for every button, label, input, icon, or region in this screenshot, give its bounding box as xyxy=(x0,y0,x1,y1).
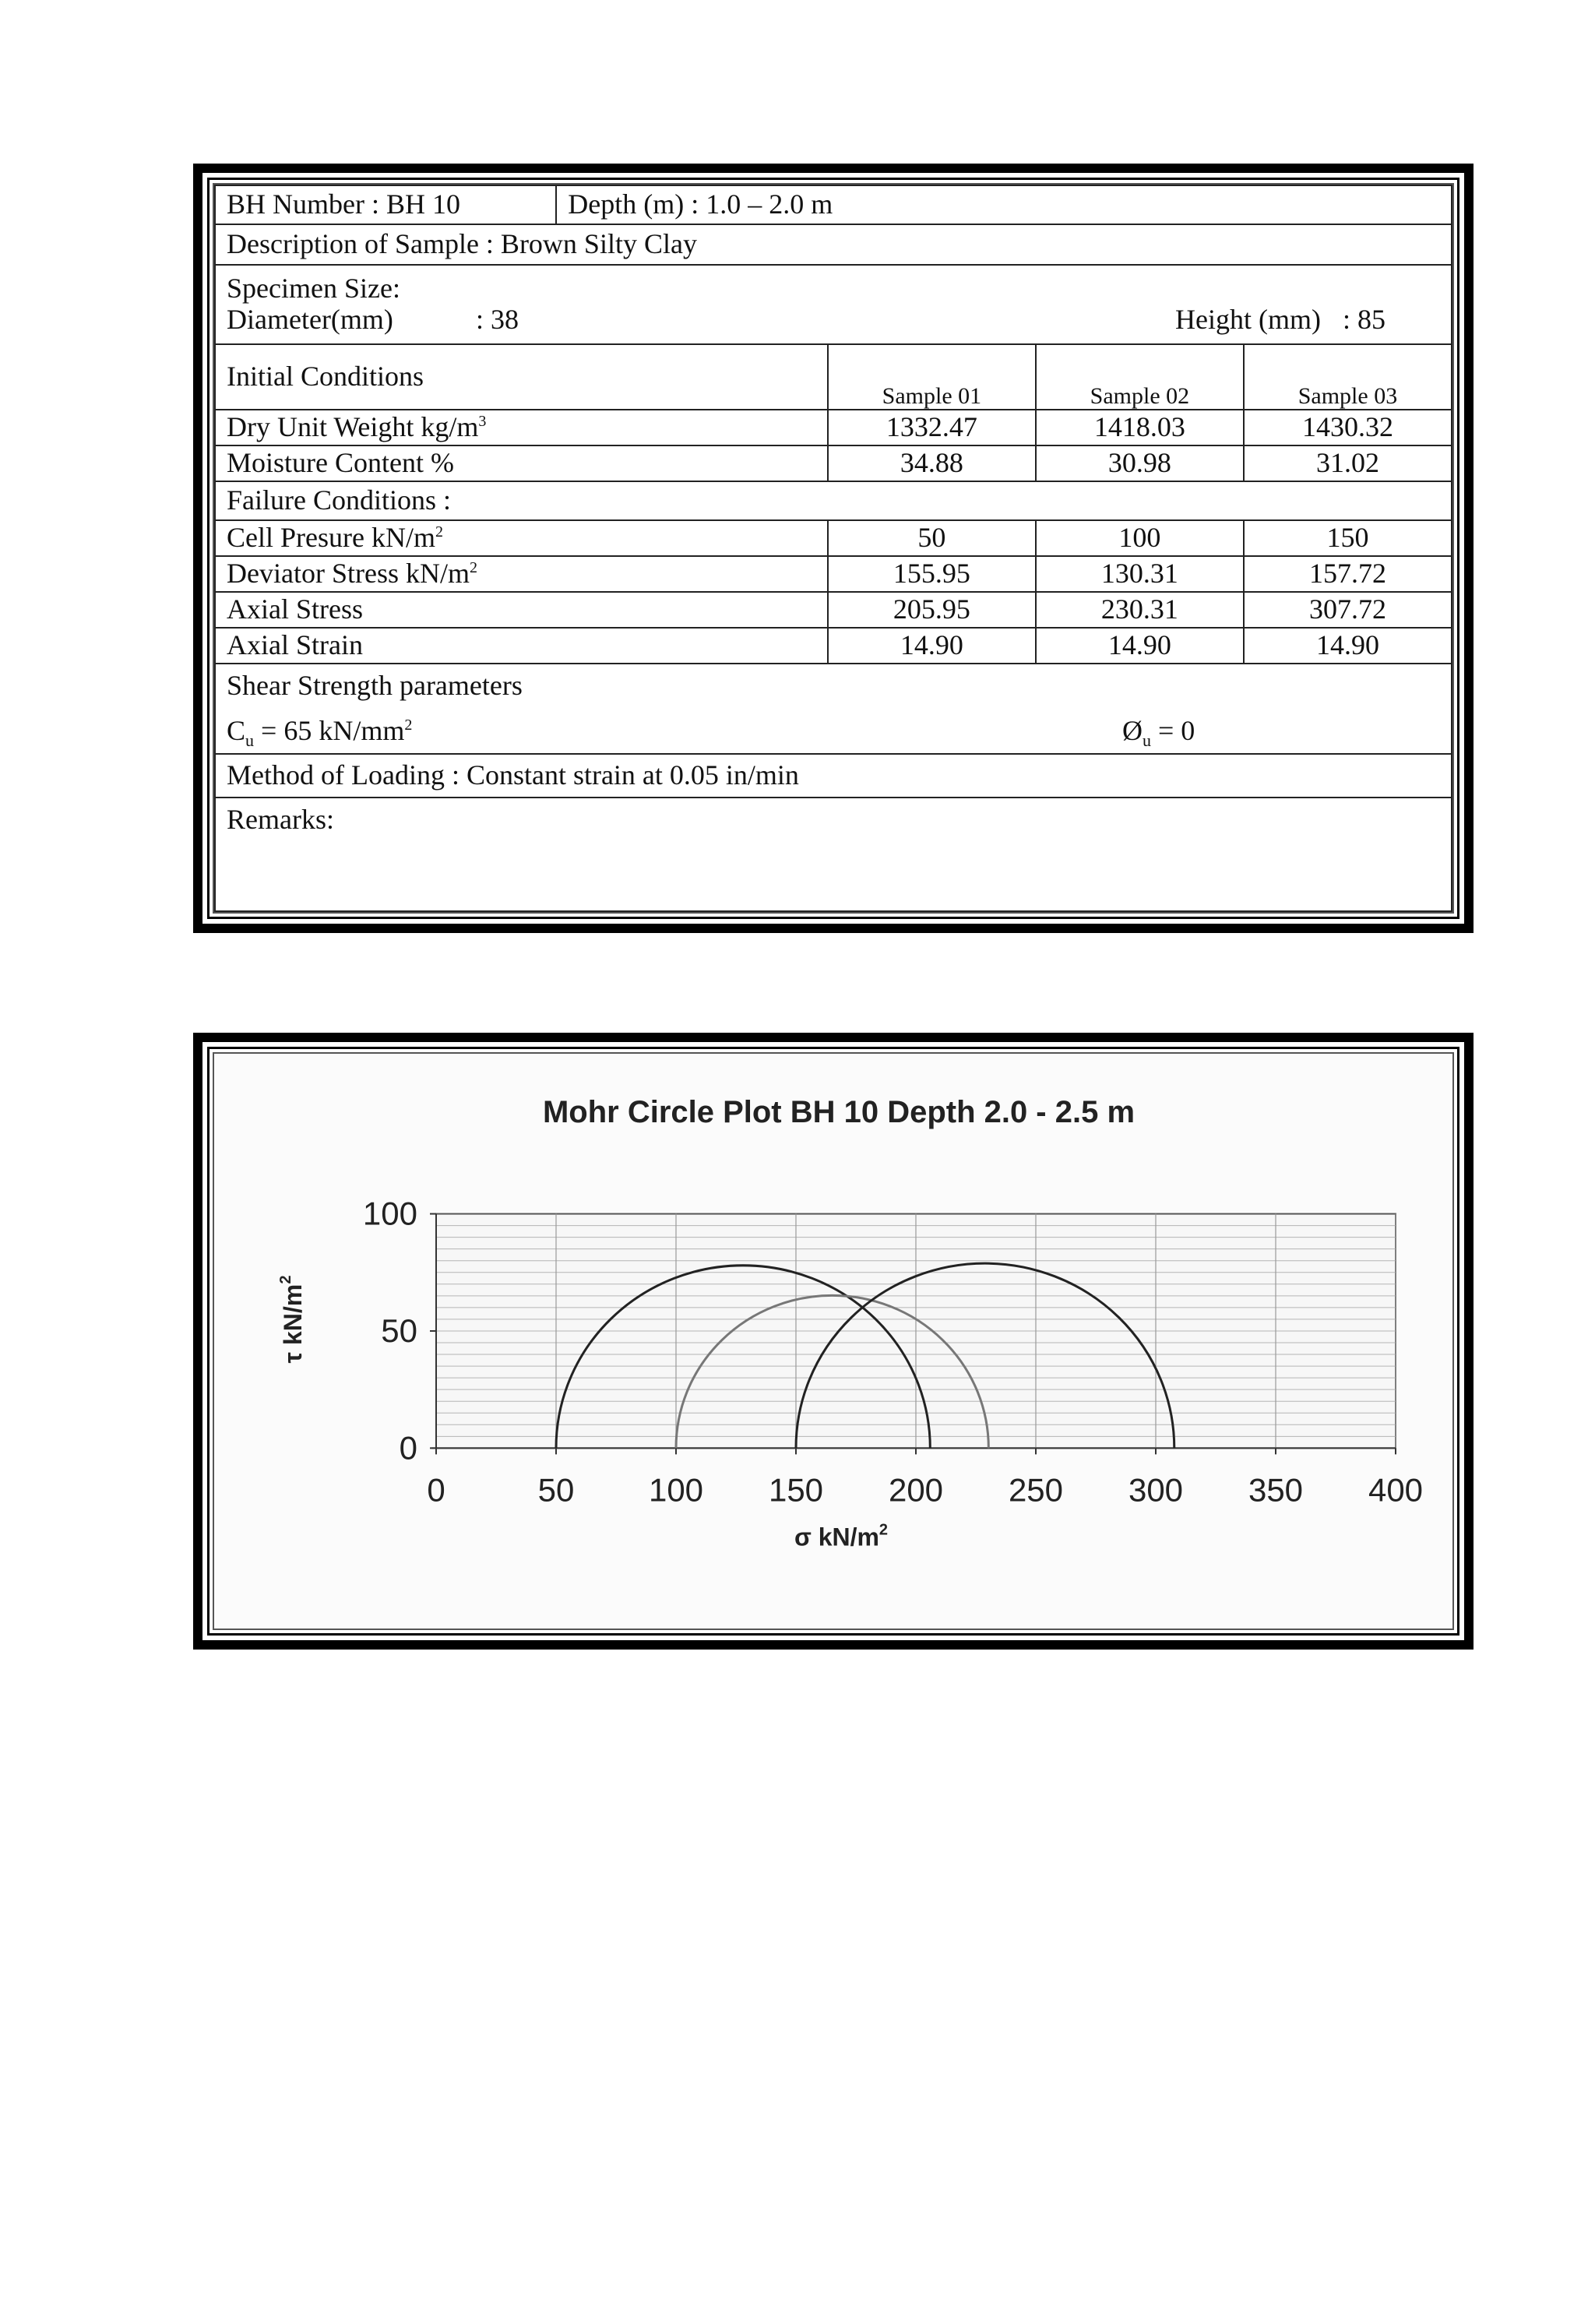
mohr-chart-frame xyxy=(193,1033,1474,1650)
cu-value: $C_u = 65$ $kN/mm^2$ xyxy=(227,715,413,751)
moisture-content-s2: 30.98 xyxy=(1036,445,1244,481)
specimen-size-label: Specimen Size: xyxy=(227,273,400,305)
y-tick-label: 0 xyxy=(399,1429,417,1467)
sample-01-header: Sample 01 xyxy=(828,344,1036,410)
table-row xyxy=(215,481,1452,520)
y-tick-label: 50 xyxy=(381,1312,417,1350)
table-row xyxy=(215,344,1452,410)
deviator-stress-s2: 130.31 xyxy=(1036,556,1244,592)
table-row xyxy=(215,798,1452,911)
cell-pressure-s3: 150 xyxy=(1244,520,1452,556)
x-tick-label: 300 xyxy=(1128,1471,1184,1509)
diameter-label: Diameter(mm) xyxy=(227,304,393,335)
sample-02-header: Sample 02 xyxy=(1036,344,1244,410)
table-row xyxy=(215,410,1452,445)
table-row xyxy=(215,520,1452,556)
initial-conditions-label: Initial Conditions xyxy=(215,344,828,410)
axial-strain-s3: 14.90 xyxy=(1244,628,1452,664)
table-row xyxy=(215,754,1452,798)
x-tick-label: 100 xyxy=(648,1471,704,1509)
bh-number: BH Number : BH 10 xyxy=(215,185,556,224)
phi-value: $Ø_u = 0$ xyxy=(1122,715,1195,751)
sample-description: Description of Sample : Brown Silty Clay xyxy=(215,224,1452,265)
x-axis-label: σ $kN/m^2$ xyxy=(794,1521,889,1551)
sample-info-table xyxy=(214,185,1452,912)
axial-strain-s2: 14.90 xyxy=(1036,628,1244,664)
chart-title: Mohr Circle Plot BH 10 Depth 2.0 - 2.5 m xyxy=(542,1095,1136,1130)
cell-pressure-s1: 50 xyxy=(828,520,1036,556)
x-tick-label: 200 xyxy=(888,1471,944,1509)
x-tick-label: 250 xyxy=(1008,1471,1064,1509)
dry-unit-weight-s2: 1418.03 xyxy=(1036,410,1244,445)
deviator-stress-s3: 157.72 xyxy=(1244,556,1452,592)
dry-unit-weight-s3: 1430.32 xyxy=(1244,410,1452,445)
height-label: Height (mm) xyxy=(1175,304,1321,335)
method-of-loading: Method of Loading : Constant strain at 0.05 in/min xyxy=(215,754,1452,798)
moisture-content-s3: 31.02 xyxy=(1244,445,1452,481)
table-row xyxy=(215,265,1452,344)
specimen-size-cell xyxy=(215,265,1452,344)
sample-info-frame xyxy=(193,164,1474,933)
axial-stress-label: Axial Stress xyxy=(215,592,828,628)
moisture-content-label: Moisture Content % xyxy=(215,445,828,481)
deviator-stress-s1: 155.95 xyxy=(828,556,1036,592)
depth: Depth (m) : 1.0 – 2.0 m xyxy=(556,185,1452,224)
shear-strength-label: Shear Strength parameters xyxy=(227,670,523,702)
table-row xyxy=(215,592,1452,628)
table-row xyxy=(215,224,1452,265)
dry-unit-weight-label: Dry Unit Weight $kg/m^3$ xyxy=(215,410,828,445)
x-tick-label: 0 xyxy=(427,1471,445,1509)
shear-strength-cell xyxy=(215,664,1452,754)
axial-stress-s2: 230.31 xyxy=(1036,592,1244,628)
cell-pressure-s2: 100 xyxy=(1036,520,1244,556)
mohr-circle-chart xyxy=(214,1054,1452,1629)
dry-unit-weight-s1: 1332.47 xyxy=(828,410,1036,445)
x-tick-label: 350 xyxy=(1248,1471,1304,1509)
x-tick-label: 50 xyxy=(537,1471,575,1509)
x-tick-label: 150 xyxy=(768,1471,824,1509)
axial-stress-s3: 307.72 xyxy=(1244,592,1452,628)
table-row xyxy=(215,556,1452,592)
sample-03-header: Sample 03 xyxy=(1244,344,1452,410)
axial-stress-s1: 205.95 xyxy=(828,592,1036,628)
cell-pressure-label: Cell Presure $kN/m^2$ xyxy=(215,520,828,556)
axial-strain-s1: 14.90 xyxy=(828,628,1036,664)
table-row xyxy=(215,664,1452,754)
deviator-stress-label: Deviator Stress $kN/m^2$ xyxy=(215,556,828,592)
table-row xyxy=(215,185,1452,224)
moisture-content-s1: 34.88 xyxy=(828,445,1036,481)
y-axis-label: τ $kN/m^2$ xyxy=(277,1275,307,1364)
table-row xyxy=(215,445,1452,481)
diameter-value: : 38 xyxy=(476,304,519,335)
axial-strain-label: Axial Strain xyxy=(215,628,828,664)
remarks: Remarks: xyxy=(215,798,1452,911)
table-row xyxy=(215,628,1452,664)
y-tick-label: 100 xyxy=(362,1195,417,1232)
failure-conditions-label: Failure Conditions : xyxy=(215,481,1452,520)
height-value: : 85 xyxy=(1342,304,1386,335)
x-tick-label: 400 xyxy=(1368,1471,1424,1509)
chart-grid xyxy=(431,1214,1396,1453)
